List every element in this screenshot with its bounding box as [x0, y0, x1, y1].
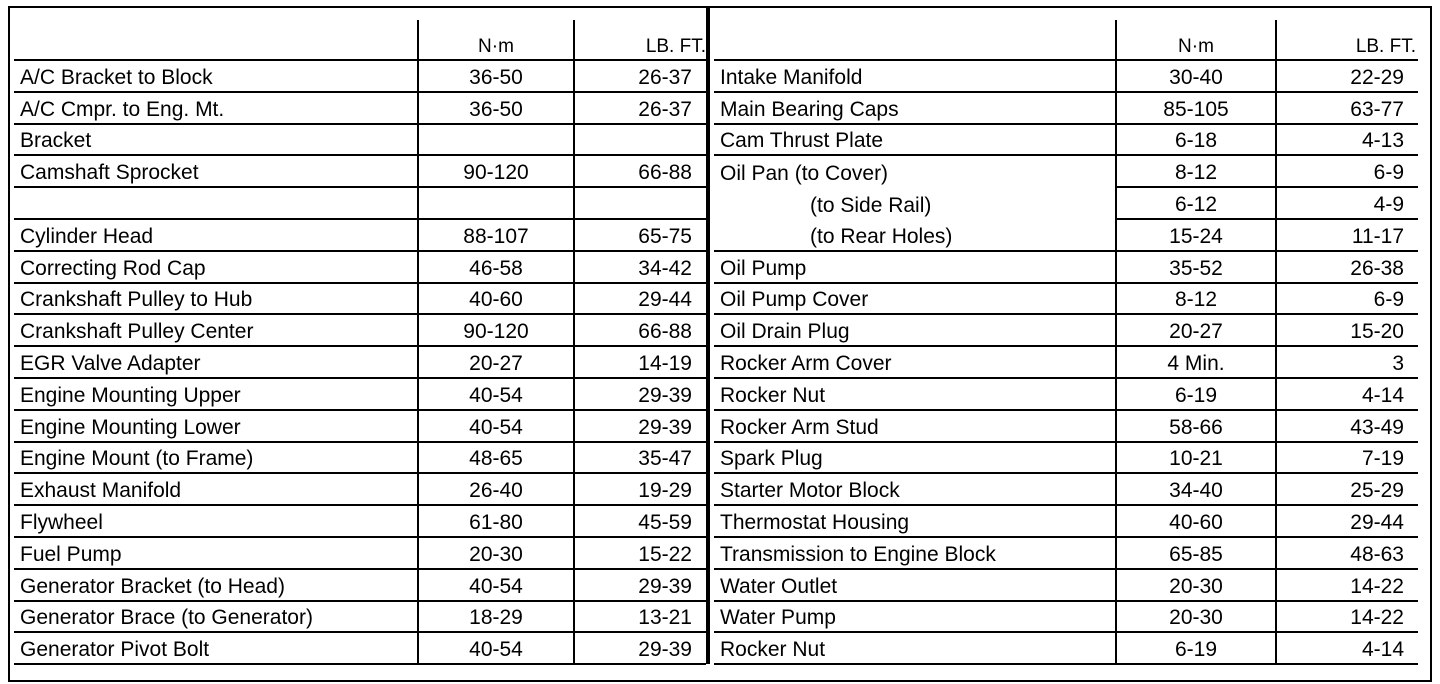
table-row: [14, 601, 706, 633]
table-row: [14, 569, 706, 601]
fastener-name: Camshaft Sprocket: [14, 155, 418, 187]
table-row: [14, 155, 706, 187]
torque-lbft: 26-38: [1276, 251, 1418, 283]
column-divider: [706, 6, 710, 664]
fastener-name: Oil Pan (to Cover): [720, 162, 889, 186]
torque-lbft: 66-88: [574, 155, 706, 187]
fastener-name: Rocker Arm Cover: [714, 346, 1116, 378]
torque-lbft: 45-59: [574, 505, 706, 537]
torque-nm: 36-50: [418, 60, 574, 92]
torque-nm: 36-50: [418, 92, 574, 124]
torque-nm: 40-54: [418, 569, 574, 601]
torque-nm: 20-30: [1116, 569, 1276, 601]
torque-lbft: 4-9: [1276, 187, 1418, 219]
table-row: [714, 473, 1418, 505]
torque-lbft: 26-37: [574, 60, 706, 92]
fastener-name: Generator Bracket (to Head): [14, 569, 418, 601]
table-row: [14, 219, 706, 251]
torque-nm: 8-12: [1116, 283, 1276, 315]
fastener-name: Engine Mounting Upper: [14, 378, 418, 410]
torque-nm: 6-19: [1116, 632, 1276, 664]
fastener-name: Cam Thrust Plate: [714, 124, 1116, 156]
torque-lbft: 29-44: [1276, 505, 1418, 537]
torque-lbft: 34-42: [574, 251, 706, 283]
torque-nm: 85-105: [1116, 92, 1276, 124]
torque-lbft: 29-39: [574, 378, 706, 410]
torque-nm: 18-29: [418, 601, 574, 633]
torque-lbft: 14-22: [1276, 569, 1418, 601]
table-row: [14, 187, 706, 219]
torque-nm: 61-80: [418, 505, 574, 537]
torque-lbft: [574, 124, 706, 156]
table-row: [714, 632, 1418, 664]
torque-nm: 40-54: [418, 410, 574, 442]
torque-nm: [418, 124, 574, 156]
table-row: [14, 283, 706, 315]
fastener-name: Spark Plug: [714, 442, 1116, 474]
table-row: [714, 187, 1418, 219]
torque-lbft: 19-29: [574, 473, 706, 505]
torque-nm: 15-24: [1116, 219, 1276, 251]
table-row: [714, 601, 1418, 633]
torque-lbft: 66-88: [574, 314, 706, 346]
fastener-name: Transmission to Engine Block: [714, 537, 1116, 569]
table-row: [714, 442, 1418, 474]
table-header-row: [14, 20, 706, 60]
fastener-name: Rocker Nut: [714, 378, 1116, 410]
torque-nm: 40-60: [418, 283, 574, 315]
fastener-name: Cylinder Head: [14, 219, 418, 251]
torque-lbft: 22-29: [1276, 60, 1418, 92]
torque-lbft: 15-22: [574, 537, 706, 569]
header-nm: N·m: [1116, 20, 1276, 60]
torque-table-left: [14, 20, 706, 665]
fastener-name: Rocker Nut: [714, 632, 1116, 664]
torque-lbft: 29-39: [574, 569, 706, 601]
table-row: [714, 92, 1418, 124]
table-row: [714, 410, 1418, 442]
torque-lbft: 25-29: [1276, 473, 1418, 505]
table-row: [714, 537, 1418, 569]
table-row: [714, 346, 1418, 378]
torque-nm: 6-12: [1116, 187, 1276, 219]
table-row: [714, 505, 1418, 537]
fastener-name: Engine Mount (to Frame): [14, 442, 418, 474]
torque-nm: 34-40: [1116, 473, 1276, 505]
torque-table-right: [714, 20, 1418, 665]
torque-nm: 40-54: [418, 632, 574, 664]
fastener-name: Fuel Pump: [14, 537, 418, 569]
table-row: [14, 314, 706, 346]
table-row: [14, 346, 706, 378]
torque-nm: 6-19: [1116, 378, 1276, 410]
fastener-name: Crankshaft Pulley Center: [14, 314, 418, 346]
fastener-name: Exhaust Manifold: [14, 473, 418, 505]
fastener-name: Bracket: [14, 124, 418, 156]
fastener-name: Water Outlet: [714, 569, 1116, 601]
torque-nm: 46-58: [418, 251, 574, 283]
table-row: [714, 283, 1418, 315]
torque-nm: 48-65: [418, 442, 574, 474]
fastener-name: Main Bearing Caps: [714, 92, 1116, 124]
table-row: [14, 505, 706, 537]
torque-lbft: 4-13: [1276, 124, 1418, 156]
torque-lbft: 11-17: [1276, 219, 1418, 251]
table-row: [14, 251, 706, 283]
table-row: [714, 378, 1418, 410]
table-row: [14, 473, 706, 505]
fastener-name: Oil Pump Cover: [714, 283, 1116, 315]
torque-nm: 8-12: [1116, 155, 1276, 187]
torque-nm: 40-54: [418, 378, 574, 410]
fastener-name: Rocker Arm Stud: [714, 410, 1116, 442]
torque-lbft: 29-39: [574, 410, 706, 442]
fastener-name: Generator Pivot Bolt: [14, 632, 418, 664]
fastener-name: EGR Valve Adapter: [14, 346, 418, 378]
torque-lbft: 29-39: [574, 632, 706, 664]
torque-lbft: 29-44: [574, 283, 706, 315]
table-row: [14, 442, 706, 474]
table-row: [714, 251, 1418, 283]
header-fastener: [14, 20, 418, 60]
torque-lbft: 14-22: [1276, 601, 1418, 633]
torque-lbft: 43-49: [1276, 410, 1418, 442]
table-row: [14, 124, 706, 156]
torque-lbft: 4-14: [1276, 632, 1418, 664]
table-row: [14, 410, 706, 442]
fastener-name: Water Pump: [714, 601, 1116, 633]
torque-nm: 6-18: [1116, 124, 1276, 156]
torque-nm: 40-60: [1116, 505, 1276, 537]
torque-nm: 90-120: [418, 155, 574, 187]
fastener-name: [14, 187, 418, 219]
torque-lbft: 26-37: [574, 92, 706, 124]
torque-lbft: 63-77: [1276, 92, 1418, 124]
torque-lbft: 6-9: [1276, 283, 1418, 315]
table-row: [714, 314, 1418, 346]
torque-lbft: 6-9: [1276, 155, 1418, 187]
fastener-name: (to Side Rail): [810, 193, 932, 217]
table-row: [714, 60, 1418, 92]
fastener-name: Thermostat Housing: [714, 505, 1116, 537]
header-nm: N·m: [418, 20, 574, 60]
fastener-name: Oil Drain Plug: [714, 314, 1116, 346]
torque-lbft: 48-63: [1276, 537, 1418, 569]
torque-nm: 10-21: [1116, 442, 1276, 474]
torque-lbft: [574, 187, 706, 219]
torque-nm: 20-30: [1116, 601, 1276, 633]
fastener-name: A/C Cmpr. to Eng. Mt.: [14, 92, 418, 124]
fastener-name: Intake Manifold: [714, 60, 1116, 92]
table-row: [714, 569, 1418, 601]
torque-lbft: 35-47: [574, 442, 706, 474]
torque-lbft: 3: [1276, 346, 1418, 378]
table-row: [714, 155, 1418, 187]
torque-lbft: 7-19: [1276, 442, 1418, 474]
header-lbft: LB. FT.: [1276, 20, 1418, 60]
torque-nm: 88-107: [418, 219, 574, 251]
fastener-name: Engine Mounting Lower: [14, 410, 418, 442]
torque-nm: 20-27: [1116, 314, 1276, 346]
torque-nm: 4 Min.: [1116, 346, 1276, 378]
fastener-name: Correcting Rod Cap: [14, 251, 418, 283]
table-row: [14, 537, 706, 569]
fastener-name: A/C Bracket to Block: [14, 60, 418, 92]
table-row: [14, 60, 706, 92]
fastener-name: (to Rear Holes): [714, 219, 1116, 251]
torque-nm: 90-120: [418, 314, 574, 346]
torque-nm: [418, 187, 574, 219]
torque-nm: 20-27: [418, 346, 574, 378]
torque-lbft: 14-19: [574, 346, 706, 378]
fastener-name: Generator Brace (to Generator): [14, 601, 418, 633]
torque-nm: 26-40: [418, 473, 574, 505]
torque-nm: 20-30: [418, 537, 574, 569]
torque-lbft: 15-20: [1276, 314, 1418, 346]
torque-lbft: 4-14: [1276, 378, 1418, 410]
table-row: [714, 219, 1418, 251]
header-fastener: [714, 20, 1116, 60]
torque-nm: 30-40: [1116, 60, 1276, 92]
torque-nm: 65-85: [1116, 537, 1276, 569]
torque-lbft: 13-21: [574, 601, 706, 633]
fastener-name: Oil Pump: [714, 251, 1116, 283]
table-row: [14, 92, 706, 124]
table-row: [714, 124, 1418, 156]
table-row: [14, 632, 706, 664]
table-header-row: [714, 20, 1418, 60]
fastener-name: Starter Motor Block: [714, 473, 1116, 505]
fastener-name: Flywheel: [14, 505, 418, 537]
torque-nm: 58-66: [1116, 410, 1276, 442]
table-row: [14, 378, 706, 410]
fastener-name: Crankshaft Pulley to Hub: [14, 283, 418, 315]
torque-nm: 35-52: [1116, 251, 1276, 283]
header-lbft: LB. FT.: [574, 20, 706, 60]
torque-lbft: 65-75: [574, 219, 706, 251]
